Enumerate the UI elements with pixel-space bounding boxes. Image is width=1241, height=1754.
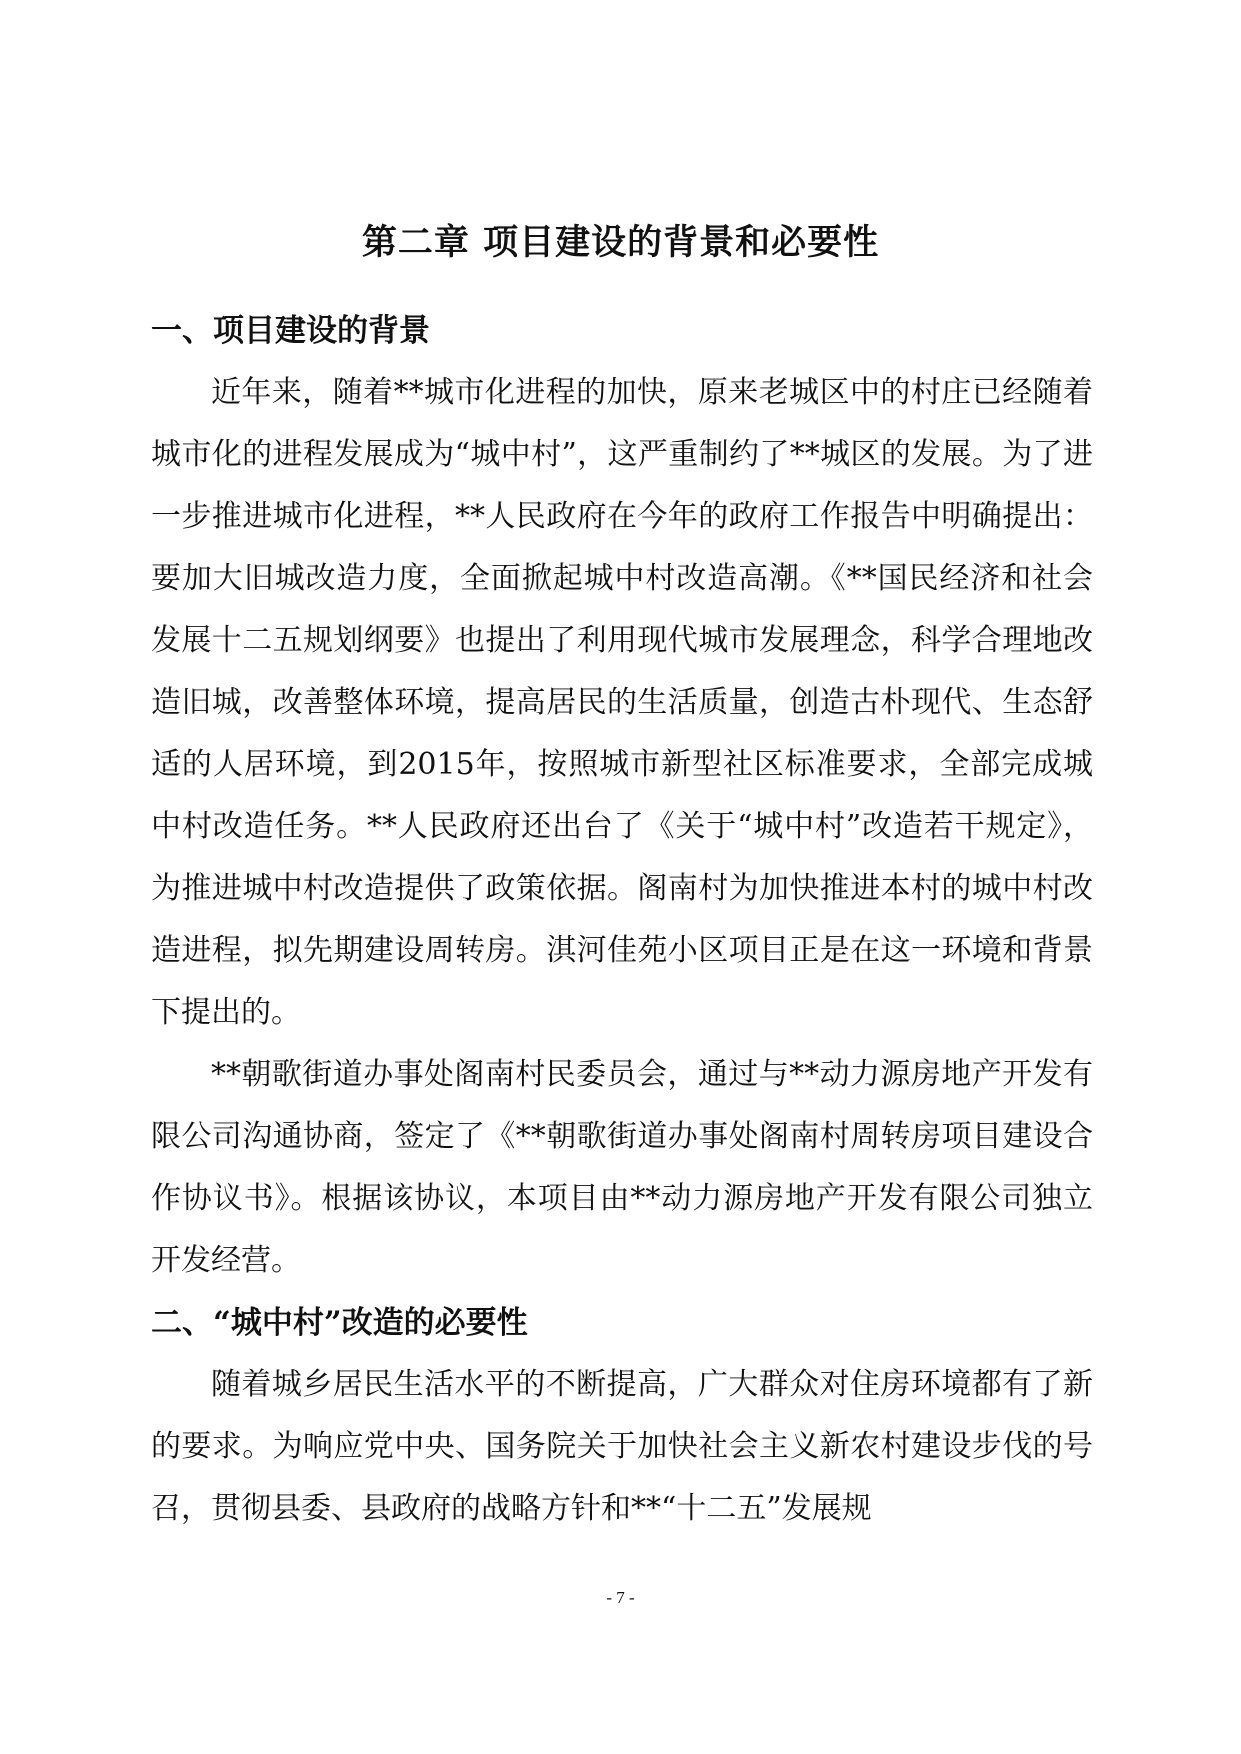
paragraph-background-2: **朝歌街道办事处阁南村民委员会，通过与**动力源房地产开发有限公司沟通协商，签定了《**朝歌街道办事处阁南村周转房项目建设合作协议书》。根据该协议，本项目由**动力源房地产开发有限公司独立开发经营。 <box>151 1057 1093 1278</box>
paragraph-necessity-1: 随着城乡居民生活水平的不断提高，广大群众对住房环境都有了新的要求。为响应党中央、国务院关于加快社会主义新农村建设步伐的号召，贯彻县委、县政府的战略方针和**“十二五”发展规 <box>151 1367 1093 1526</box>
chapter-title: 第二章 项目建设的背景和必要性 <box>361 222 880 263</box>
document-body <box>151 300 1093 1540</box>
page-number: - 7 - <box>606 1588 635 1607</box>
section-heading-background: 一、项目建设的背景 <box>151 313 430 349</box>
paragraph-background-1: 近年来，随着**城市化进程的加快，原来老城区中的村庄已经随着城市化的进程发展成为“城中村”，这严重制约了**城区的发展。为了进一步推进城市化进程，**人民政府在今年的政府工作报告中明确提出：要加大旧城改造力度，全面掀起城中村改造高潮。《**国民经济和社会发展十二五规划纲要》也提出了利用现代城市发展理念，科学合理地改造旧城，改善整体环境，提高居民的生活质量，创造古朴现代、生态舒适的人居环境，到2015年，按照城市新型社区标准要求，全部完成城中村改造任务。**人民政府还出台了《关于“城中村”改造若干规定》，为推进城中村改造提供了政策依据。阁南村为加快推进本村的城中村改造进程，拟先期建设周转房。淇河佳苑小区项目正是在这一环境和背景下提出的。 <box>151 375 1093 1030</box>
section-heading-necessity: 二、“城中村”改造的必要性 <box>151 1305 528 1341</box>
